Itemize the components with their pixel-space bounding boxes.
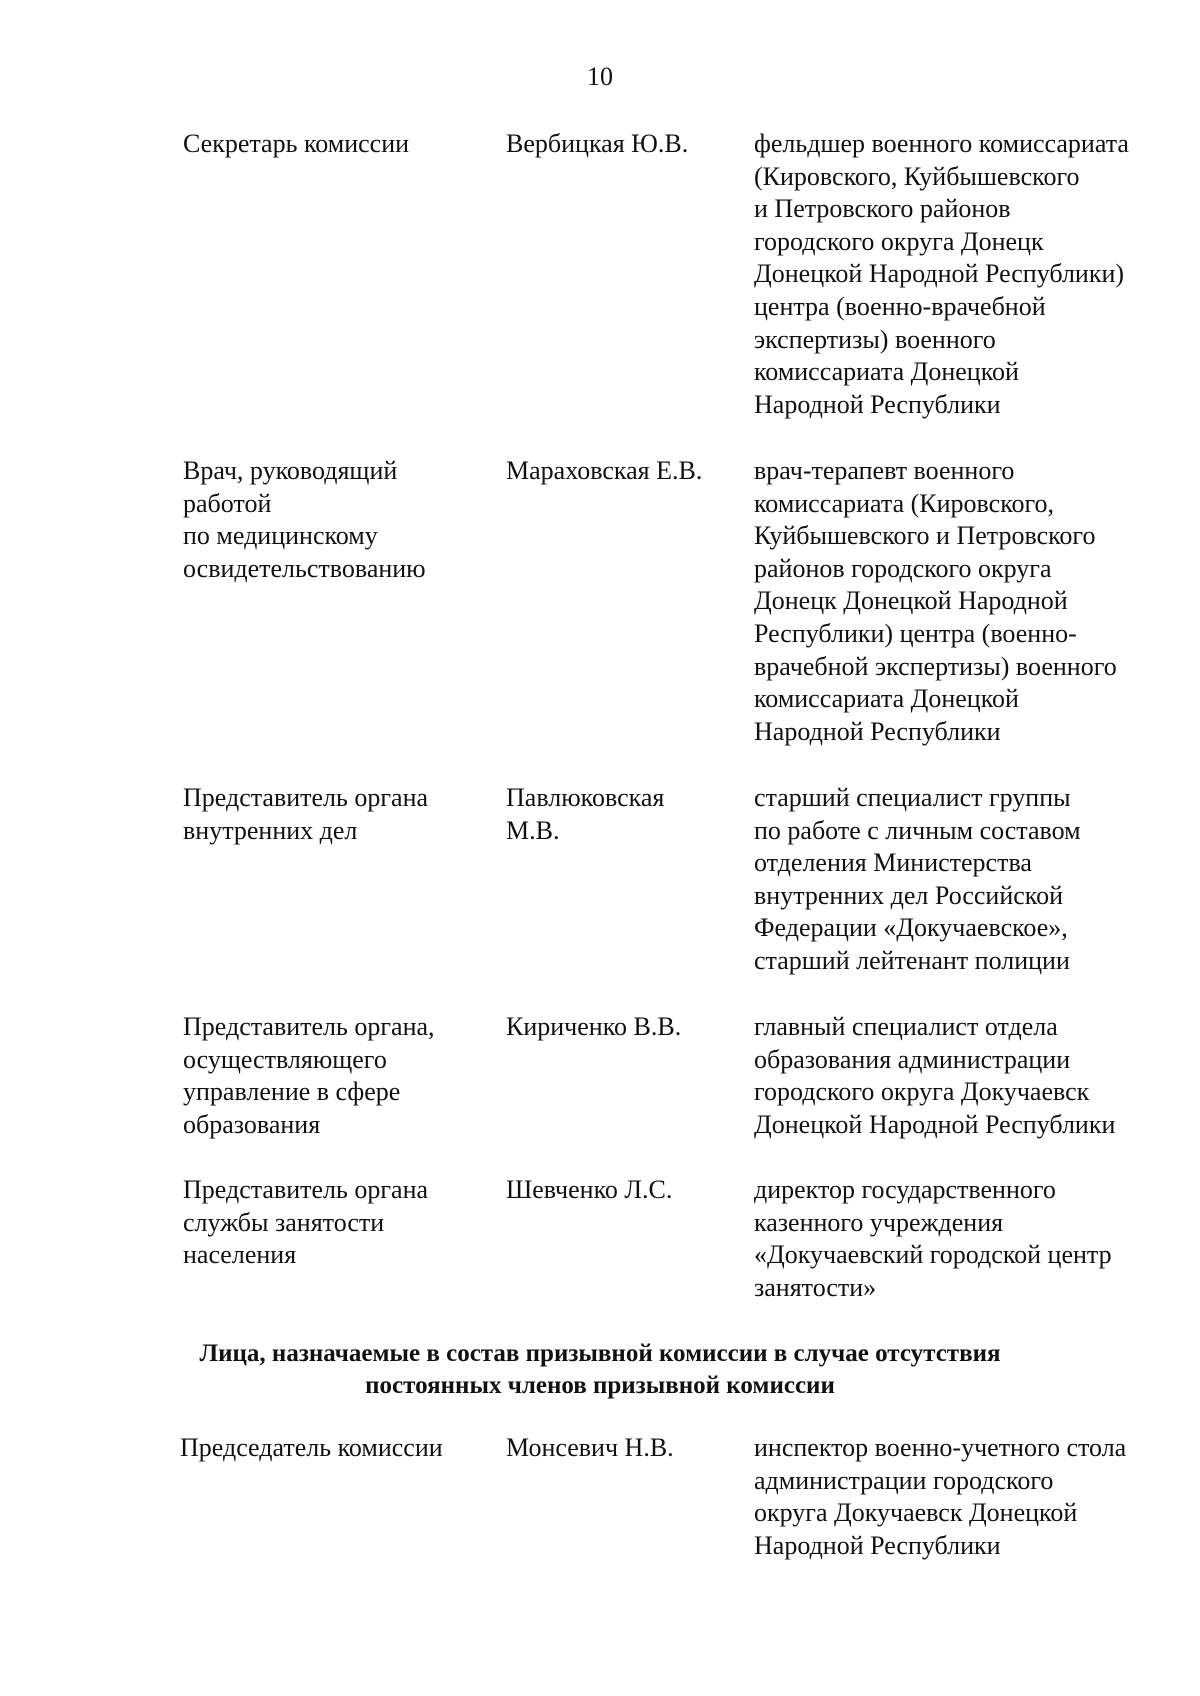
position-line: Народной Республики <box>754 1530 1001 1560</box>
position-line: «Докучаевский городской центр <box>754 1240 1112 1270</box>
position-line: Народной Республики <box>754 389 1001 419</box>
position-line: округа Докучаевск Донецкой <box>754 1498 1078 1528</box>
role-line: образования <box>183 1109 321 1139</box>
position-line: городского округа Докучаевск <box>754 1077 1090 1107</box>
role-line: службы занятости <box>183 1207 385 1237</box>
position-line: старший специалист группы <box>754 783 1071 812</box>
role-line: населения <box>183 1240 297 1270</box>
member-role <box>183 455 473 585</box>
member-role <box>180 1432 470 1465</box>
role-line: Врач, руководящий <box>183 456 398 485</box>
position-line: комиссариата Донецкой <box>754 684 1019 714</box>
name-line: М.В. <box>506 815 560 845</box>
member-position <box>754 128 1194 421</box>
member-position <box>754 455 1194 748</box>
section-heading-line: Лица, назначаемые в состав призывной комиссии в случае отсутствия <box>199 1340 1001 1367</box>
member-role <box>183 1174 473 1272</box>
position-line: отделения Министерства <box>754 848 1032 878</box>
position-line: Донецкой Народной Республики) <box>754 259 1125 289</box>
role-line: по медицинскому <box>183 521 378 551</box>
name-line: Кириченко В.В. <box>506 1012 682 1041</box>
member-name <box>506 455 721 488</box>
position-line: фельдшер военного комиссариата <box>754 129 1129 158</box>
role-line: работой <box>183 488 272 518</box>
name-line: Монсевич Н.В. <box>506 1433 674 1462</box>
member-position <box>754 1432 1194 1562</box>
role-line: Представитель органа, <box>183 1012 435 1041</box>
position-line: комиссариата (Кировского, <box>754 488 1055 518</box>
position-line: Донецкой Народной Республики <box>754 1109 1116 1139</box>
member-name <box>506 1432 721 1465</box>
position-line: врач-терапевт военного <box>754 456 1015 485</box>
position-line: экспертизы) военного <box>754 324 996 354</box>
name-line: Вербицкая Ю.В. <box>506 129 689 158</box>
section-heading-line: постоянных членов призывной комиссии <box>365 1372 835 1399</box>
position-line: городского округа Донецк <box>754 226 1044 256</box>
position-line: Федерации «Докучаевское», <box>754 913 1068 943</box>
position-line: администрации городского <box>754 1465 1054 1495</box>
role-line: Представитель органа <box>183 1175 429 1204</box>
name-line: Мараховская Е.В. <box>506 456 703 485</box>
role-line: внутренних дел <box>183 815 358 845</box>
member-position <box>754 782 1194 978</box>
position-line: Республики) центра (военно- <box>754 618 1077 648</box>
member-role <box>183 128 473 161</box>
role-line: освидетельствованию <box>183 553 426 583</box>
position-line: Куйбышевского и Петровского <box>754 521 1096 551</box>
member-name <box>506 1011 721 1044</box>
position-line: врачебной экспертизы) военного <box>754 651 1117 681</box>
position-line: директор государственного <box>754 1175 1056 1204</box>
member-role <box>183 782 473 847</box>
member-name <box>506 128 721 161</box>
role-line: осуществляющего <box>183 1044 387 1074</box>
position-line: старший лейтенант полиции <box>754 945 1070 975</box>
position-line: центра (военно-врачебной <box>754 291 1046 321</box>
section-heading <box>0 1338 1200 1402</box>
role-line: управление в сфере <box>183 1077 401 1107</box>
member-role <box>183 1011 473 1141</box>
position-line: инспектор военно-учетного стола <box>754 1433 1127 1462</box>
position-line: образования администрации <box>754 1044 1071 1074</box>
member-name <box>506 782 721 847</box>
role-line: Представитель органа <box>183 783 429 812</box>
position-line: районов городского округа <box>754 553 1052 583</box>
role-line: Секретарь комиссии <box>183 129 410 158</box>
name-line: Павлюковская <box>506 783 665 812</box>
role-line: Председатель комиссии <box>180 1433 443 1462</box>
position-line: комиссариата Донецкой <box>754 357 1019 387</box>
member-position <box>754 1174 1194 1304</box>
position-line: и Петровского районов <box>754 194 1011 224</box>
position-line: (Кировского, Куйбышевского <box>754 161 1080 191</box>
position-line: по работе с личным составом <box>754 815 1081 845</box>
page-number: 10 <box>587 62 613 91</box>
position-line: Народной Республики <box>754 716 1001 746</box>
position-line: казенного учреждения <box>754 1207 1004 1237</box>
position-line: Донецк Донецкой Народной <box>754 586 1068 616</box>
member-name <box>506 1174 721 1207</box>
position-line: внутренних дел Российской <box>754 880 1064 910</box>
name-line: Шевченко Л.С. <box>506 1175 673 1204</box>
position-line: главный специалист отдела <box>754 1012 1058 1041</box>
position-line: занятости» <box>754 1272 877 1302</box>
member-position <box>754 1011 1194 1141</box>
